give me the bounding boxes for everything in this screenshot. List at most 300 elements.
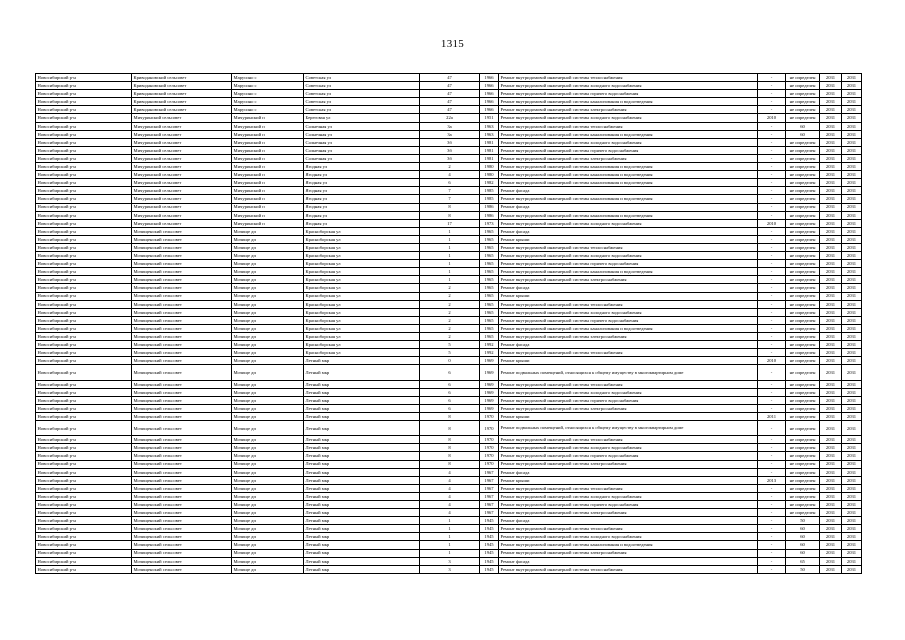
service-life-cell: 65 bbox=[786, 557, 820, 565]
table-row bbox=[36, 146, 862, 154]
locality-cell: Мичуринский п bbox=[232, 154, 304, 162]
service-life-cell: не определен bbox=[786, 235, 820, 243]
house-number-cell: 3а bbox=[420, 130, 480, 138]
planned-end-year-cell: 2031 bbox=[842, 349, 862, 357]
previous-repair-year-cell: - bbox=[758, 533, 786, 541]
municipality-cell: Новосибирский р-н bbox=[36, 500, 132, 508]
table-row bbox=[36, 130, 862, 138]
street-cell: Летный мкр bbox=[304, 460, 420, 468]
municipality-cell: Новосибирский р-н bbox=[36, 365, 132, 380]
house-number-cell: 8 bbox=[420, 211, 480, 219]
planned-start-year-cell: 2031 bbox=[820, 203, 842, 211]
previous-repair-year-cell: - bbox=[758, 106, 786, 114]
house-number-cell: 3б bbox=[420, 138, 480, 146]
table-row bbox=[36, 436, 862, 444]
work-type-cell: Ремонт внутридомовой инженерной системы холодного водоснабжения bbox=[499, 533, 758, 541]
table-row bbox=[36, 452, 862, 460]
settlement-cell: Мочищенский сельсовет bbox=[132, 500, 232, 508]
planned-end-year-cell: 2031 bbox=[842, 268, 862, 276]
planned-end-year-cell: 2031 bbox=[842, 163, 862, 171]
settlement-cell: Криводановский сельсовет bbox=[132, 82, 232, 90]
previous-repair-year-cell: - bbox=[758, 341, 786, 349]
work-type-cell: Ремонт внутридомовой инженерной системы электроснабжения bbox=[499, 276, 758, 284]
planned-start-year-cell: 2031 bbox=[820, 146, 842, 154]
house-number-cell: 47 bbox=[420, 82, 480, 90]
house-number-cell: 5 bbox=[420, 341, 480, 349]
locality-cell: Мичуринский п bbox=[232, 219, 304, 227]
previous-repair-year-cell: - bbox=[758, 82, 786, 90]
house-number-cell: 3б bbox=[420, 146, 480, 154]
locality-cell: Мочище дп bbox=[232, 541, 304, 549]
previous-repair-year-cell: - bbox=[758, 252, 786, 260]
municipality-cell: Новосибирский р-н bbox=[36, 436, 132, 444]
planned-start-year-cell: 2031 bbox=[820, 284, 842, 292]
settlement-cell: Мочищенский сельсовет bbox=[132, 492, 232, 500]
previous-repair-year-cell: - bbox=[758, 460, 786, 468]
build-year-cell: 1965 bbox=[480, 243, 499, 251]
settlement-cell: Мичуринский сельсовет bbox=[132, 138, 232, 146]
planned-start-year-cell: 2031 bbox=[820, 509, 842, 517]
locality-cell: Мочище дп bbox=[232, 276, 304, 284]
build-year-cell: 1969 bbox=[480, 396, 499, 404]
service-life-cell: не определен bbox=[786, 276, 820, 284]
house-number-cell: 6 bbox=[420, 365, 480, 380]
service-life-cell: 60 bbox=[786, 533, 820, 541]
service-life-cell: не определен bbox=[786, 404, 820, 412]
previous-repair-year-cell: - bbox=[758, 484, 786, 492]
planned-start-year-cell: 2031 bbox=[820, 114, 842, 122]
house-number-cell: 1 bbox=[420, 252, 480, 260]
service-life-cell: не определен bbox=[786, 179, 820, 187]
table-row bbox=[36, 517, 862, 525]
planned-start-year-cell: 2031 bbox=[820, 163, 842, 171]
previous-repair-year-cell: 2010 bbox=[758, 357, 786, 365]
planned-end-year-cell: 2031 bbox=[842, 333, 862, 341]
previous-repair-year-cell: - bbox=[758, 260, 786, 268]
street-cell: Красноборская ул bbox=[304, 243, 420, 251]
work-type-cell: Ремонт внутридомовой инженерной системы холодного водоснабжения bbox=[499, 219, 758, 227]
planned-end-year-cell: 2031 bbox=[842, 533, 862, 541]
municipality-cell: Новосибирский р-н bbox=[36, 146, 132, 154]
locality-cell: Мичуринский п bbox=[232, 171, 304, 179]
work-type-cell: Ремонт внутридомовой инженерной системы электроснабжения bbox=[499, 404, 758, 412]
work-type-cell: Ремонт внутридомовой инженерной системы горячего водоснабжения bbox=[499, 396, 758, 404]
planned-start-year-cell: 2031 bbox=[820, 82, 842, 90]
service-life-cell: не определен bbox=[786, 227, 820, 235]
table-row bbox=[36, 122, 862, 130]
municipality-cell: Новосибирский р-н bbox=[36, 396, 132, 404]
planned-end-year-cell: 2031 bbox=[842, 500, 862, 508]
house-number-cell: 3б bbox=[420, 154, 480, 162]
street-cell: Ягодная ул bbox=[304, 203, 420, 211]
municipality-cell: Новосибирский р-н bbox=[36, 163, 132, 171]
house-number-cell: 8 bbox=[420, 412, 480, 420]
settlement-cell: Мочищенский сельсовет bbox=[132, 324, 232, 332]
house-number-cell: 1 bbox=[420, 276, 480, 284]
capital-repair-table bbox=[35, 73, 862, 574]
locality-cell: Мочище дп bbox=[232, 300, 304, 308]
street-cell: Советская ул bbox=[304, 82, 420, 90]
build-year-cell: 1969 bbox=[480, 365, 499, 380]
table-row bbox=[36, 388, 862, 396]
settlement-cell: Мочищенский сельсовет bbox=[132, 468, 232, 476]
municipality-cell: Новосибирский р-н bbox=[36, 252, 132, 260]
house-number-cell: 8 bbox=[420, 203, 480, 211]
municipality-cell: Новосибирский р-н bbox=[36, 509, 132, 517]
municipality-cell: Новосибирский р-н bbox=[36, 171, 132, 179]
service-life-cell: не определен bbox=[786, 243, 820, 251]
build-year-cell: 1965 bbox=[480, 300, 499, 308]
table-row bbox=[36, 308, 862, 316]
settlement-cell: Мочищенский сельсовет bbox=[132, 252, 232, 260]
settlement-cell: Мочищенский сельсовет bbox=[132, 557, 232, 565]
build-year-cell: 1967 bbox=[480, 484, 499, 492]
work-type-cell: Ремонт внутридомовой инженерной системы теплоснабжения bbox=[499, 122, 758, 130]
locality-cell: Мочище дп bbox=[232, 468, 304, 476]
work-type-cell: Ремонт фасада bbox=[499, 341, 758, 349]
work-type-cell: Ремонт внутридомовой инженерной системы канализования и водоотведения bbox=[499, 98, 758, 106]
service-life-cell: не определен bbox=[786, 357, 820, 365]
table-row bbox=[36, 252, 862, 260]
build-year-cell: 1980 bbox=[480, 163, 499, 171]
locality-cell: Мочище дп bbox=[232, 436, 304, 444]
build-year-cell: 1970 bbox=[480, 460, 499, 468]
page-number: 1315 bbox=[440, 38, 465, 50]
previous-repair-year-cell: - bbox=[758, 525, 786, 533]
planned-start-year-cell: 2031 bbox=[820, 421, 842, 436]
street-cell: Красноборская ул bbox=[304, 324, 420, 332]
planned-end-year-cell: 2031 bbox=[842, 154, 862, 162]
previous-repair-year-cell: - bbox=[758, 509, 786, 517]
service-life-cell: не определен bbox=[786, 380, 820, 388]
previous-repair-year-cell: - bbox=[758, 492, 786, 500]
street-cell: Красноборская ул bbox=[304, 349, 420, 357]
municipality-cell: Новосибирский р-н bbox=[36, 333, 132, 341]
locality-cell: Мочище дп bbox=[232, 565, 304, 573]
planned-start-year-cell: 2031 bbox=[820, 357, 842, 365]
work-type-cell: Ремонт внутридомовой инженерной системы канализования и водоотведения bbox=[499, 163, 758, 171]
previous-repair-year-cell: - bbox=[758, 333, 786, 341]
planned-start-year-cell: 2031 bbox=[820, 130, 842, 138]
street-cell: Солнечная ул bbox=[304, 146, 420, 154]
settlement-cell: Мочищенский сельсовет bbox=[132, 333, 232, 341]
planned-start-year-cell: 2031 bbox=[820, 460, 842, 468]
house-number-cell: 2 bbox=[420, 333, 480, 341]
build-year-cell: 1967 bbox=[480, 468, 499, 476]
work-type-cell: Ремонт внутридомовой инженерной системы горячего водоснабжения bbox=[499, 260, 758, 268]
municipality-cell: Новосибирский р-н bbox=[36, 243, 132, 251]
municipality-cell: Новосибирский р-н bbox=[36, 130, 132, 138]
previous-repair-year-cell: - bbox=[758, 500, 786, 508]
planned-end-year-cell: 2031 bbox=[842, 404, 862, 412]
street-cell: Летный мкр bbox=[304, 484, 420, 492]
locality-cell: Марусино с bbox=[232, 90, 304, 98]
table-row bbox=[36, 509, 862, 517]
service-life-cell: не определен bbox=[786, 341, 820, 349]
planned-end-year-cell: 2031 bbox=[842, 260, 862, 268]
municipality-cell: Новосибирский р-н bbox=[36, 276, 132, 284]
settlement-cell: Мочищенский сельсовет bbox=[132, 484, 232, 492]
work-type-cell: Ремонт внутридомовой инженерной системы горячего водоснабжения bbox=[499, 500, 758, 508]
house-number-cell: 1 bbox=[420, 268, 480, 276]
previous-repair-year-cell: 2010 bbox=[758, 219, 786, 227]
settlement-cell: Мочищенский сельсовет bbox=[132, 235, 232, 243]
municipality-cell: Новосибирский р-н bbox=[36, 388, 132, 396]
previous-repair-year-cell: - bbox=[758, 557, 786, 565]
house-number-cell: 1 bbox=[420, 260, 480, 268]
previous-repair-year-cell: 2013 bbox=[758, 476, 786, 484]
street-cell: Красноборская ул bbox=[304, 276, 420, 284]
work-type-cell: Ремонт внутридомовой инженерной системы электроснабжения bbox=[499, 460, 758, 468]
street-cell: Советская ул bbox=[304, 98, 420, 106]
table-row bbox=[36, 114, 862, 122]
street-cell: Солнечная ул bbox=[304, 154, 420, 162]
settlement-cell: Мичуринский сельсовет bbox=[132, 171, 232, 179]
previous-repair-year-cell: - bbox=[758, 90, 786, 98]
settlement-cell: Мочищенский сельсовет bbox=[132, 300, 232, 308]
build-year-cell: 1963 bbox=[480, 122, 499, 130]
work-type-cell: Ремонт крыши bbox=[499, 357, 758, 365]
planned-end-year-cell: 2031 bbox=[842, 476, 862, 484]
planned-start-year-cell: 2031 bbox=[820, 525, 842, 533]
build-year-cell: 1945 bbox=[480, 549, 499, 557]
table-row bbox=[36, 203, 862, 211]
build-year-cell: 1981 bbox=[480, 146, 499, 154]
planned-start-year-cell: 2031 bbox=[820, 349, 842, 357]
planned-start-year-cell: 2031 bbox=[820, 565, 842, 573]
street-cell: Летный мкр bbox=[304, 412, 420, 420]
locality-cell: Мочище дп bbox=[232, 388, 304, 396]
planned-start-year-cell: 2031 bbox=[820, 292, 842, 300]
work-type-cell: Ремонт внутридомовой инженерной системы канализования и водоотведения bbox=[499, 211, 758, 219]
table-row bbox=[36, 500, 862, 508]
house-number-cell: 2 bbox=[420, 163, 480, 171]
service-life-cell: не определен bbox=[786, 260, 820, 268]
previous-repair-year-cell: - bbox=[758, 517, 786, 525]
street-cell: Советская ул bbox=[304, 106, 420, 114]
house-number-cell: 6 bbox=[420, 179, 480, 187]
municipality-cell: Новосибирский р-н bbox=[36, 525, 132, 533]
locality-cell: Мочище дп bbox=[232, 476, 304, 484]
planned-end-year-cell: 2031 bbox=[842, 324, 862, 332]
table-body bbox=[36, 74, 862, 574]
street-cell: Ягодная ул bbox=[304, 195, 420, 203]
house-number-cell: 6 bbox=[420, 388, 480, 396]
street-cell: Летный мкр bbox=[304, 444, 420, 452]
build-year-cell: 1965 bbox=[480, 292, 499, 300]
previous-repair-year-cell: - bbox=[758, 565, 786, 573]
previous-repair-year-cell: - bbox=[758, 396, 786, 404]
work-type-cell: Ремонт внутридомовой инженерной системы теплоснабжения bbox=[499, 565, 758, 573]
house-number-cell: 3а bbox=[420, 122, 480, 130]
service-life-cell: не определен bbox=[786, 138, 820, 146]
planned-start-year-cell: 2031 bbox=[820, 365, 842, 380]
work-type-cell: Ремонт внутридомовой инженерной системы канализования и водоотведения bbox=[499, 268, 758, 276]
service-life-cell: не определен bbox=[786, 114, 820, 122]
build-year-cell: 1969 bbox=[480, 404, 499, 412]
previous-repair-year-cell: - bbox=[758, 316, 786, 324]
planned-end-year-cell: 2031 bbox=[842, 106, 862, 114]
build-year-cell: 1945 bbox=[480, 565, 499, 573]
planned-start-year-cell: 2031 bbox=[820, 341, 842, 349]
municipality-cell: Новосибирский р-н bbox=[36, 492, 132, 500]
settlement-cell: Криводановский сельсовет bbox=[132, 90, 232, 98]
work-type-cell: Ремонт подвальных помещений, относящихся к общему имуществу в многоквартирном доме bbox=[499, 421, 758, 436]
planned-start-year-cell: 2031 bbox=[820, 308, 842, 316]
build-year-cell: 1966 bbox=[480, 74, 499, 82]
municipality-cell: Новосибирский р-н bbox=[36, 179, 132, 187]
service-life-cell: не определен bbox=[786, 468, 820, 476]
build-year-cell: 1985 bbox=[480, 187, 499, 195]
service-life-cell: 60 bbox=[786, 549, 820, 557]
build-year-cell: 1970 bbox=[480, 444, 499, 452]
locality-cell: Мочище дп bbox=[232, 324, 304, 332]
table-row bbox=[36, 235, 862, 243]
service-life-cell: не определен bbox=[786, 324, 820, 332]
planned-start-year-cell: 2031 bbox=[820, 396, 842, 404]
service-life-cell: не определен bbox=[786, 452, 820, 460]
house-number-cell: 1 bbox=[420, 227, 480, 235]
street-cell: Летный мкр bbox=[304, 357, 420, 365]
build-year-cell: 1986 bbox=[480, 203, 499, 211]
service-life-cell: не определен bbox=[786, 211, 820, 219]
service-life-cell: не определен bbox=[786, 460, 820, 468]
street-cell: Красноборская ул bbox=[304, 308, 420, 316]
build-year-cell: 1970 bbox=[480, 412, 499, 420]
planned-end-year-cell: 2031 bbox=[842, 436, 862, 444]
table-row bbox=[36, 484, 862, 492]
municipality-cell: Новосибирский р-н bbox=[36, 460, 132, 468]
planned-start-year-cell: 2031 bbox=[820, 333, 842, 341]
build-year-cell: 1980 bbox=[480, 171, 499, 179]
build-year-cell: 1970 bbox=[480, 421, 499, 436]
planned-start-year-cell: 2031 bbox=[820, 404, 842, 412]
planned-end-year-cell: 2031 bbox=[842, 316, 862, 324]
previous-repair-year-cell: - bbox=[758, 211, 786, 219]
street-cell: Летный мкр bbox=[304, 388, 420, 396]
house-number-cell: 2 bbox=[420, 324, 480, 332]
locality-cell: Марусино с bbox=[232, 98, 304, 106]
municipality-cell: Новосибирский р-н bbox=[36, 90, 132, 98]
street-cell: Летный мкр bbox=[304, 404, 420, 412]
municipality-cell: Новосибирский р-н bbox=[36, 412, 132, 420]
municipality-cell: Новосибирский р-н bbox=[36, 74, 132, 82]
work-type-cell: Ремонт внутридомовой инженерной системы теплоснабжения bbox=[499, 243, 758, 251]
house-number-cell: 8 bbox=[420, 452, 480, 460]
build-year-cell: 1992 bbox=[480, 341, 499, 349]
settlement-cell: Мочищенский сельсовет bbox=[132, 357, 232, 365]
work-type-cell: Ремонт внутридомовой инженерной системы канализования и водоотведения bbox=[499, 324, 758, 332]
street-cell: Солнечная ул bbox=[304, 138, 420, 146]
table-row bbox=[36, 492, 862, 500]
house-number-cell: 4 bbox=[420, 171, 480, 179]
planned-start-year-cell: 2031 bbox=[820, 316, 842, 324]
planned-end-year-cell: 2031 bbox=[842, 74, 862, 82]
street-cell: Ягодная ул bbox=[304, 211, 420, 219]
street-cell: Летный мкр bbox=[304, 500, 420, 508]
work-type-cell: Ремонт внутридомовой инженерной системы холодного водоснабжения bbox=[499, 308, 758, 316]
previous-repair-year-cell: - bbox=[758, 243, 786, 251]
planned-start-year-cell: 2031 bbox=[820, 243, 842, 251]
build-year-cell: 1966 bbox=[480, 98, 499, 106]
previous-repair-year-cell: - bbox=[758, 380, 786, 388]
build-year-cell: 1965 bbox=[480, 227, 499, 235]
settlement-cell: Криводановский сельсовет bbox=[132, 106, 232, 114]
previous-repair-year-cell: - bbox=[758, 171, 786, 179]
work-type-cell: Ремонт внутридомовой инженерной системы холодного водоснабжения bbox=[499, 138, 758, 146]
previous-repair-year-cell: - bbox=[758, 436, 786, 444]
settlement-cell: Криводановский сельсовет bbox=[132, 74, 232, 82]
locality-cell: Мичуринский п bbox=[232, 130, 304, 138]
locality-cell: Мочище дп bbox=[232, 349, 304, 357]
work-type-cell: Ремонт фасада bbox=[499, 227, 758, 235]
locality-cell: Мочище дп bbox=[232, 525, 304, 533]
planned-end-year-cell: 2031 bbox=[842, 492, 862, 500]
settlement-cell: Мочищенский сельсовет bbox=[132, 541, 232, 549]
planned-end-year-cell: 2031 bbox=[842, 90, 862, 98]
locality-cell: Мочище дп bbox=[232, 421, 304, 436]
settlement-cell: Мичуринский сельсовет bbox=[132, 219, 232, 227]
house-number-cell: 7 bbox=[420, 195, 480, 203]
municipality-cell: Новосибирский р-н bbox=[36, 565, 132, 573]
locality-cell: Мочище дп bbox=[232, 357, 304, 365]
work-type-cell: Ремонт внутридомовой инженерной системы теплоснабжения bbox=[499, 300, 758, 308]
work-type-cell: Ремонт крыши bbox=[499, 476, 758, 484]
street-cell: Ягодная ул bbox=[304, 163, 420, 171]
service-life-cell: не определен bbox=[786, 284, 820, 292]
table-row bbox=[36, 380, 862, 388]
planned-end-year-cell: 2031 bbox=[842, 300, 862, 308]
table-row bbox=[36, 106, 862, 114]
planned-start-year-cell: 2031 bbox=[820, 276, 842, 284]
settlement-cell: Мочищенский сельсовет bbox=[132, 436, 232, 444]
settlement-cell: Мочищенский сельсовет bbox=[132, 476, 232, 484]
locality-cell: Мочище дп bbox=[232, 284, 304, 292]
table-row bbox=[36, 276, 862, 284]
previous-repair-year-cell: - bbox=[758, 122, 786, 130]
service-life-cell: не определен bbox=[786, 436, 820, 444]
locality-cell: Мочище дп bbox=[232, 484, 304, 492]
table-row bbox=[36, 421, 862, 436]
build-year-cell: 1969 bbox=[480, 357, 499, 365]
settlement-cell: Мочищенский сельсовет bbox=[132, 292, 232, 300]
planned-start-year-cell: 2031 bbox=[820, 300, 842, 308]
house-number-cell: 4 bbox=[420, 492, 480, 500]
locality-cell: Мочище дп bbox=[232, 396, 304, 404]
table-row bbox=[36, 195, 862, 203]
locality-cell: Мочище дп bbox=[232, 500, 304, 508]
street-cell: Красноборская ул bbox=[304, 284, 420, 292]
table-row bbox=[36, 260, 862, 268]
planned-end-year-cell: 2031 bbox=[842, 380, 862, 388]
work-type-cell: Ремонт внутридомовой инженерной системы электроснабжения bbox=[499, 106, 758, 114]
settlement-cell: Мочищенский сельсовет bbox=[132, 509, 232, 517]
municipality-cell: Новосибирский р-н bbox=[36, 452, 132, 460]
build-year-cell: 1981 bbox=[480, 154, 499, 162]
planned-end-year-cell: 2031 bbox=[842, 122, 862, 130]
table-row bbox=[36, 300, 862, 308]
settlement-cell: Мочищенский сельсовет bbox=[132, 533, 232, 541]
house-number-cell: 4 bbox=[420, 484, 480, 492]
planned-end-year-cell: 2031 bbox=[842, 444, 862, 452]
service-life-cell: не определен bbox=[786, 444, 820, 452]
previous-repair-year-cell: 2010 bbox=[758, 114, 786, 122]
planned-end-year-cell: 2031 bbox=[842, 138, 862, 146]
build-year-cell: 1969 bbox=[480, 388, 499, 396]
planned-end-year-cell: 2031 bbox=[842, 252, 862, 260]
municipality-cell: Новосибирский р-н bbox=[36, 154, 132, 162]
street-cell: Летный мкр bbox=[304, 533, 420, 541]
